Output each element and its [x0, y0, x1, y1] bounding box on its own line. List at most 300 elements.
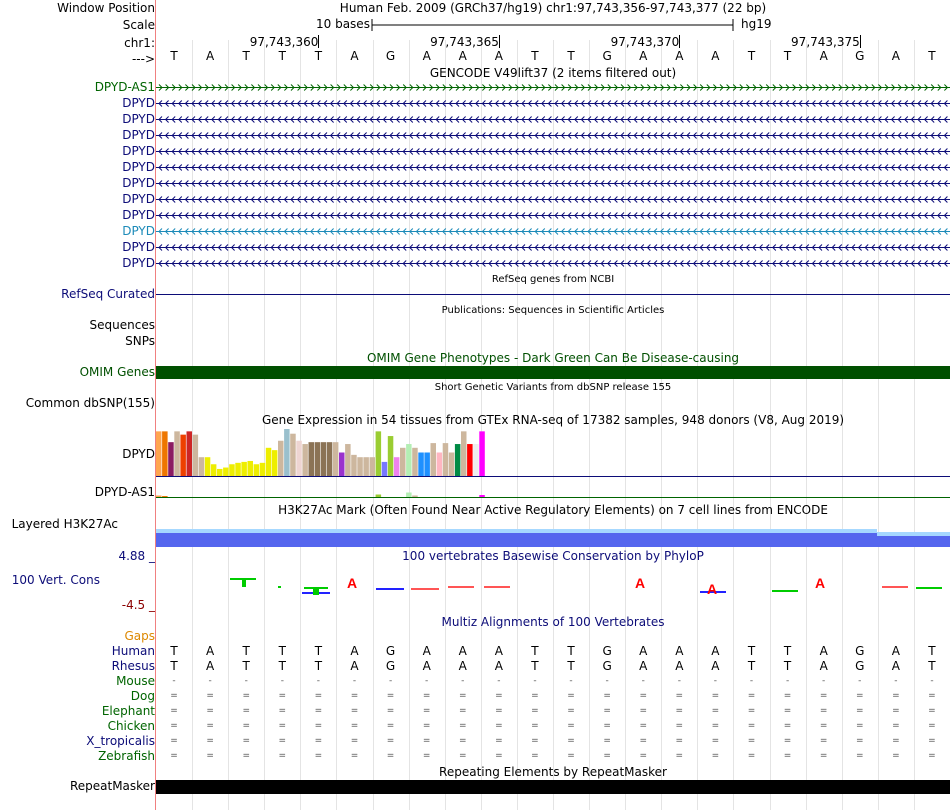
- gtex-bar: [394, 457, 400, 476]
- gene-feature[interactable]: [156, 163, 950, 172]
- gaps-label: Gaps: [124, 629, 155, 643]
- alignment-cell: A: [675, 659, 684, 673]
- alignment-cell: =: [350, 736, 359, 746]
- alignment-cell: =: [928, 736, 936, 746]
- alignment-cell: -: [316, 676, 321, 686]
- phylop-ymax: 4.88 _: [118, 549, 155, 563]
- alignment-cell: =: [458, 706, 467, 716]
- alignment-cell: =: [206, 706, 214, 716]
- alignment-cell: =: [278, 691, 287, 701]
- alignment-cell: G: [385, 644, 396, 658]
- gtex-bar: [473, 444, 479, 476]
- phylop-title: 100 vertebrates Basewise Conservation by PhyloP: [402, 549, 704, 563]
- alignment-cell: T: [783, 644, 792, 658]
- gtex-bar: [235, 463, 241, 476]
- alignment-cell: =: [314, 721, 323, 731]
- alignment-cell: =: [386, 751, 395, 761]
- svg-text:A: A: [814, 575, 826, 591]
- alignment-cell: T: [567, 644, 575, 658]
- alignment-cell: =: [567, 751, 575, 761]
- gtex-as1-bar: [406, 493, 412, 498]
- alignment-cell: -: [822, 676, 826, 686]
- alignment-cell: -: [172, 676, 176, 686]
- gene-feature[interactable]: [156, 83, 950, 92]
- strand-label: --->: [131, 52, 155, 66]
- base-letter: T: [567, 49, 575, 63]
- gtex-bar: [412, 448, 418, 476]
- alignment-cell: A: [494, 644, 503, 658]
- gene-feature[interactable]: [156, 99, 950, 108]
- repeatmasker-bar[interactable]: [156, 780, 950, 794]
- alignment-cell: A: [350, 644, 359, 658]
- gencode-title: GENCODE V49lift37 (2 items filtered out): [429, 66, 677, 80]
- gtex-bar: [217, 469, 223, 476]
- gene-label[interactable]: DPYD: [122, 224, 155, 238]
- gtex-bar: [223, 468, 229, 476]
- alignment-cell: =: [422, 736, 431, 746]
- base-letter: A: [350, 49, 359, 63]
- alignment-cell: =: [747, 721, 756, 731]
- assembly-position: Human Feb. 2009 (GRCh37/hg19) chr1:97,743,356-97,743,377 (22 bp): [339, 1, 767, 15]
- alignment-cell: =: [747, 736, 756, 746]
- gtex-bar: [168, 442, 174, 476]
- species-label: Chicken: [107, 719, 155, 733]
- window-position-label: Window Position: [57, 1, 155, 15]
- alignment-cell: =: [278, 706, 287, 716]
- gtex-bar: [199, 457, 205, 476]
- alignment-cell: T: [531, 644, 539, 658]
- gtex-bar: [241, 462, 247, 476]
- alignment-cell: -: [894, 676, 898, 686]
- alignment-cell: =: [639, 721, 647, 731]
- alignment-cell: =: [170, 736, 178, 746]
- gtex-bar: [339, 453, 345, 477]
- gtex-bar: [376, 431, 382, 476]
- gene-feature[interactable]: [156, 147, 950, 156]
- alignment-cell: =: [747, 691, 756, 701]
- alignment-cell: -: [425, 676, 429, 686]
- gene-label[interactable]: DPYD: [122, 192, 155, 206]
- svg-text:A: A: [634, 575, 646, 591]
- alignment-cell: G: [602, 644, 612, 658]
- alignment-cell: =: [855, 736, 864, 746]
- alignment-cell: =: [422, 706, 431, 716]
- alignment-cell: =: [278, 721, 287, 731]
- alignment-cell: T: [531, 659, 539, 673]
- alignment-cell: =: [711, 721, 720, 731]
- alignment-cell: =: [350, 691, 359, 701]
- alignment-cell: =: [458, 751, 467, 761]
- alignment-cell: =: [458, 721, 467, 731]
- alignment-cell: T: [928, 644, 936, 658]
- alignment-cell: =: [206, 721, 214, 731]
- h3k27ac-title: H3K27Ac Mark (Often Found Near Active Regulatory Elements) on 7 cell lines from ENCODE: [278, 503, 828, 517]
- gtex-bar: [187, 431, 193, 476]
- alignment-cell: T: [278, 659, 286, 673]
- alignment-cell: =: [928, 721, 936, 731]
- base-letter: A: [458, 49, 467, 63]
- base-letter: A: [819, 49, 828, 63]
- base-letter: A: [891, 49, 900, 63]
- alignment-cell: G: [855, 644, 865, 658]
- gtex-as1-bar: [412, 496, 418, 498]
- base-letter: A: [711, 49, 720, 63]
- alignment-cell: =: [495, 721, 503, 731]
- gtex-bar: [400, 448, 406, 476]
- alignment-cell: =: [350, 721, 359, 731]
- alignment-cell: A: [422, 659, 431, 673]
- h3k27ac-signal[interactable]: [156, 529, 950, 547]
- alignment-cell: =: [819, 691, 828, 701]
- gene-feature[interactable]: [156, 227, 950, 236]
- gene-feature[interactable]: [156, 211, 950, 220]
- publications-title: Publications: Sequences in Scientific Articles: [441, 305, 665, 316]
- alignment-cell: A: [206, 644, 215, 658]
- base-letter: T: [314, 49, 323, 63]
- gtex-dpyd-label[interactable]: DPYD: [122, 447, 155, 461]
- gtex-bar: [296, 441, 302, 476]
- base-letter: T: [242, 49, 250, 63]
- alignment-cell: =: [170, 706, 178, 716]
- alignment-cell: T: [567, 659, 575, 673]
- gtex-bar: [180, 435, 186, 476]
- base-letter: T: [531, 49, 539, 63]
- gene-feature[interactable]: [156, 195, 950, 204]
- species-label: Human: [111, 644, 155, 658]
- gtex-bar: [424, 453, 430, 477]
- repeatmasker-label[interactable]: RepeatMasker: [69, 779, 155, 793]
- alignment-cell: =: [567, 736, 575, 746]
- base-letter: A: [494, 49, 503, 63]
- gtex-bar: [449, 453, 455, 477]
- gene-label[interactable]: DPYD: [122, 128, 155, 142]
- alignment-cell: -: [569, 676, 573, 686]
- alignment-cell: -: [858, 676, 862, 686]
- gtex-bar: [229, 464, 235, 476]
- alignment-cell: =: [170, 751, 178, 761]
- refseq-title: RefSeq genes from NCBI: [491, 274, 615, 285]
- alignment-cell: -: [677, 676, 681, 686]
- gtex-bar: [479, 431, 485, 476]
- gtex-bar: [315, 442, 321, 476]
- alignment-cell: =: [928, 751, 936, 761]
- gene-label[interactable]: DPYD: [122, 176, 155, 190]
- alignment-cell: G: [602, 659, 612, 673]
- alignment-cell: =: [639, 751, 647, 761]
- alignment-cell: =: [639, 691, 647, 701]
- alignment-cell: =: [386, 706, 395, 716]
- ruler-tick: [679, 35, 680, 48]
- scale-text: 10 bases: [316, 17, 370, 31]
- alignment-cell: A: [350, 659, 359, 673]
- track-label-pane: [0, 0, 155, 810]
- gtex-bar: [309, 442, 315, 476]
- alignment-cell: =: [928, 706, 936, 716]
- alignment-cell: =: [711, 736, 720, 746]
- alignment-cell: =: [422, 721, 431, 731]
- phylop-signal[interactable]: [156, 570, 950, 602]
- alignment-cell: =: [531, 691, 539, 701]
- alignment-cell: T: [314, 644, 323, 658]
- alignment-cell: =: [242, 706, 250, 716]
- base-letter: T: [170, 49, 178, 63]
- omim-label[interactable]: OMIM Genes: [79, 365, 155, 379]
- alignment-cell: =: [458, 736, 467, 746]
- omim-title: OMIM Gene Phenotypes - Dark Green Can Be Disease-causing: [366, 351, 740, 365]
- alignment-cell: =: [783, 721, 792, 731]
- alignment-cell: =: [855, 721, 864, 731]
- dbsnp-label[interactable]: Common dbSNP(155): [25, 396, 155, 410]
- gtex-bar: [266, 448, 272, 476]
- species-label: Elephant: [101, 704, 155, 718]
- alignment-cell: =: [892, 736, 900, 746]
- alignment-cell: =: [819, 706, 828, 716]
- alignment-cell: A: [819, 644, 828, 658]
- alignment-cell: -: [641, 676, 645, 686]
- alignment-cell: A: [639, 644, 648, 658]
- gene-label[interactable]: DPYD-AS1: [94, 80, 155, 94]
- refseq-label[interactable]: RefSeq Curated: [61, 287, 155, 301]
- gtex-bar: [351, 455, 357, 476]
- ruler-position: 97,743,360: [249, 35, 319, 49]
- alignment-cell: =: [783, 706, 792, 716]
- alignment-cell: -: [930, 676, 934, 686]
- alignment-cell: A: [675, 644, 684, 658]
- omim-bar[interactable]: [156, 366, 950, 379]
- alignment-cell: T: [278, 644, 286, 658]
- alignment-cell: -: [244, 676, 248, 686]
- alignment-cell: =: [242, 751, 250, 761]
- alignment-cell: -: [533, 676, 537, 686]
- refseq-line: [156, 294, 950, 295]
- alignment-cell: T: [928, 659, 936, 673]
- alignment-cell: G: [385, 659, 396, 673]
- alignment-cell: =: [783, 751, 792, 761]
- alignment-cell: =: [603, 721, 611, 731]
- gene-feature[interactable]: [156, 259, 950, 268]
- gtex-bar: [193, 435, 199, 476]
- phylop-ymin: -4.5 _: [121, 598, 155, 612]
- dbsnp-title: Short Genetic Variants from dbSNP release 155: [434, 382, 672, 393]
- gene-label[interactable]: DPYD: [122, 96, 155, 110]
- gtex-bar: [290, 434, 296, 476]
- ruler-tick: [318, 35, 319, 48]
- alignment-cell: =: [314, 751, 323, 761]
- alignment-cell: T: [747, 659, 756, 673]
- gtex-bar: [327, 442, 333, 476]
- alignment-cell: =: [711, 706, 720, 716]
- alignment-cell: =: [170, 721, 178, 731]
- base-letter: T: [928, 49, 936, 63]
- gtex-bar: [174, 431, 180, 476]
- gtex-bar: [431, 443, 437, 476]
- gtex-bar: [205, 457, 211, 476]
- snps-label[interactable]: SNPs: [125, 334, 155, 348]
- gtex-as1-bar: [156, 496, 162, 498]
- multiz-title: Multiz Alignments of 100 Vertebrates: [441, 615, 665, 629]
- alignment-cell: =: [531, 721, 539, 731]
- alignment-cell: =: [495, 751, 503, 761]
- gtex-bar: [278, 441, 284, 476]
- alignment-cell: =: [603, 751, 611, 761]
- gtex-bar: [248, 461, 254, 476]
- gtex-bar: [467, 444, 473, 476]
- species-label: Zebrafish: [98, 749, 155, 763]
- alignment-cell: =: [242, 691, 250, 701]
- chr-label: chr1:: [124, 36, 155, 50]
- alignment-cell: =: [819, 751, 828, 761]
- alignment-cell: =: [783, 691, 792, 701]
- alignment-cell: =: [170, 691, 178, 701]
- base-letter: G: [855, 49, 865, 63]
- gtex-bar: [455, 444, 461, 476]
- gtex-bar: [370, 457, 376, 476]
- alignment-cell: =: [892, 751, 900, 761]
- gene-label[interactable]: DPYD: [122, 208, 155, 222]
- alignment-cell: A: [458, 644, 467, 658]
- ruler-position: 97,743,365: [430, 35, 499, 49]
- species-label: Rhesus: [111, 659, 155, 673]
- gtex-as1-bar: [479, 495, 485, 497]
- gene-label[interactable]: DPYD: [122, 112, 155, 126]
- gtex-bar: [363, 457, 369, 476]
- alignment-cell: A: [711, 659, 720, 673]
- base-letter: G: [385, 49, 396, 63]
- alignment-cell: -: [208, 676, 212, 686]
- alignment-cell: =: [675, 751, 684, 761]
- gtex-bar: [443, 443, 449, 476]
- gtex-bar: [418, 453, 424, 477]
- alignment-cell: =: [892, 721, 900, 731]
- alignment-cell: T: [747, 644, 756, 658]
- alignment-cell: =: [711, 751, 720, 761]
- svg-text:A: A: [706, 581, 718, 597]
- alignment-cell: =: [567, 691, 575, 701]
- alignment-cell: -: [497, 676, 501, 686]
- gene-feature[interactable]: [156, 179, 950, 188]
- alignment-cell: =: [567, 721, 575, 731]
- gtex-bar: [162, 431, 168, 476]
- alignment-cell: A: [206, 659, 215, 673]
- alignment-cell: T: [170, 659, 178, 673]
- alignment-cell: T: [170, 644, 178, 658]
- alignment-cell: =: [278, 751, 287, 761]
- alignment-cell: =: [242, 736, 250, 746]
- alignment-cell: G: [855, 659, 865, 673]
- alignment-cell: A: [458, 659, 467, 673]
- alignment-cell: =: [819, 736, 828, 746]
- alignment-cell: =: [495, 691, 503, 701]
- gtex-bar: [302, 444, 308, 476]
- alignment-cell: -: [713, 676, 718, 686]
- alignment-cell: =: [603, 691, 611, 701]
- alignment-cell: =: [314, 706, 323, 716]
- base-letter: A: [206, 49, 215, 63]
- gene-feature[interactable]: [156, 115, 950, 124]
- gene-label[interactable]: DPYD: [122, 240, 155, 254]
- alignment-cell: =: [242, 721, 250, 731]
- gtex-as1-bar: [162, 496, 168, 497]
- alignment-cell: =: [639, 736, 647, 746]
- alignment-cell: =: [892, 691, 900, 701]
- alignment-cell: =: [531, 706, 539, 716]
- alignment-cell: =: [206, 691, 214, 701]
- gtex-bar-chart[interactable]: [156, 428, 950, 500]
- base-letter: A: [422, 49, 431, 63]
- gene-label[interactable]: DPYD: [122, 160, 155, 174]
- base-letter: G: [602, 49, 612, 63]
- alignment-cell: =: [386, 691, 395, 701]
- alignment-cell: =: [314, 736, 323, 746]
- gtex-bar: [156, 431, 162, 476]
- gtex-bar: [333, 442, 339, 476]
- gene-label[interactable]: DPYD: [122, 256, 155, 270]
- alignment-cell: =: [783, 736, 792, 746]
- alignment-cell: =: [350, 751, 359, 761]
- alignment-cell: -: [352, 676, 357, 686]
- alignment-cell: =: [603, 736, 611, 746]
- alignment-cell: -: [605, 676, 609, 686]
- alignment-cell: A: [494, 659, 503, 673]
- ruler-position: 97,743,370: [610, 35, 680, 49]
- alignment-cell: =: [314, 691, 323, 701]
- alignment-cell: -: [785, 676, 790, 686]
- alignment-cell: =: [819, 721, 828, 731]
- alignment-cell: =: [206, 751, 214, 761]
- base-letter: T: [278, 49, 286, 63]
- alignment-cell: =: [892, 706, 900, 716]
- alignment-cell: =: [675, 691, 684, 701]
- gtex-bar: [461, 431, 467, 476]
- alignment-cell: =: [855, 751, 864, 761]
- db-label: hg19: [741, 17, 772, 31]
- ruler-tick: [499, 35, 500, 48]
- species-label: X_tropicalis: [86, 734, 155, 748]
- alignment-cell: -: [749, 676, 754, 686]
- ruler-tick: [860, 35, 861, 48]
- ruler-position: 97,743,375: [791, 35, 860, 49]
- alignment-cell: A: [639, 659, 648, 673]
- gtex-bar: [321, 442, 327, 476]
- alignment-cell: =: [747, 751, 756, 761]
- alignment-cell: =: [675, 736, 684, 746]
- alignment-cell: =: [928, 691, 936, 701]
- scale-bar: [370, 17, 740, 33]
- alignment-cell: =: [531, 736, 539, 746]
- base-letter: A: [639, 49, 648, 63]
- base-letter: A: [675, 49, 684, 63]
- alignment-cell: T: [242, 644, 250, 658]
- gtex-bar: [260, 463, 266, 476]
- alignment-cell: =: [855, 706, 864, 716]
- base-letter: T: [747, 49, 756, 63]
- alignment-cell: =: [495, 706, 503, 716]
- alignment-cell: =: [711, 691, 720, 701]
- gene-feature[interactable]: [156, 243, 950, 252]
- h3k27ac-label[interactable]: Layered H3K27Ac: [11, 517, 118, 531]
- gtex-bar: [437, 453, 443, 477]
- gene-label[interactable]: DPYD: [122, 144, 155, 158]
- gtex-title: Gene Expression in 54 tissues from GTEx RNA-seq of 17382 samples, 948 donors (V8, Aug 2019): [261, 413, 845, 427]
- gene-feature[interactable]: [156, 131, 950, 140]
- gtex-dpyd-as1-label[interactable]: DPYD-AS1: [94, 485, 155, 499]
- sequences-label[interactable]: Sequences: [89, 318, 155, 332]
- gtex-as1-bar: [376, 495, 382, 498]
- gtex-bar: [272, 450, 278, 476]
- base-letter: T: [783, 49, 792, 63]
- alignment-cell: -: [461, 676, 465, 686]
- phylop-label[interactable]: 100 Vert. Cons: [11, 573, 100, 587]
